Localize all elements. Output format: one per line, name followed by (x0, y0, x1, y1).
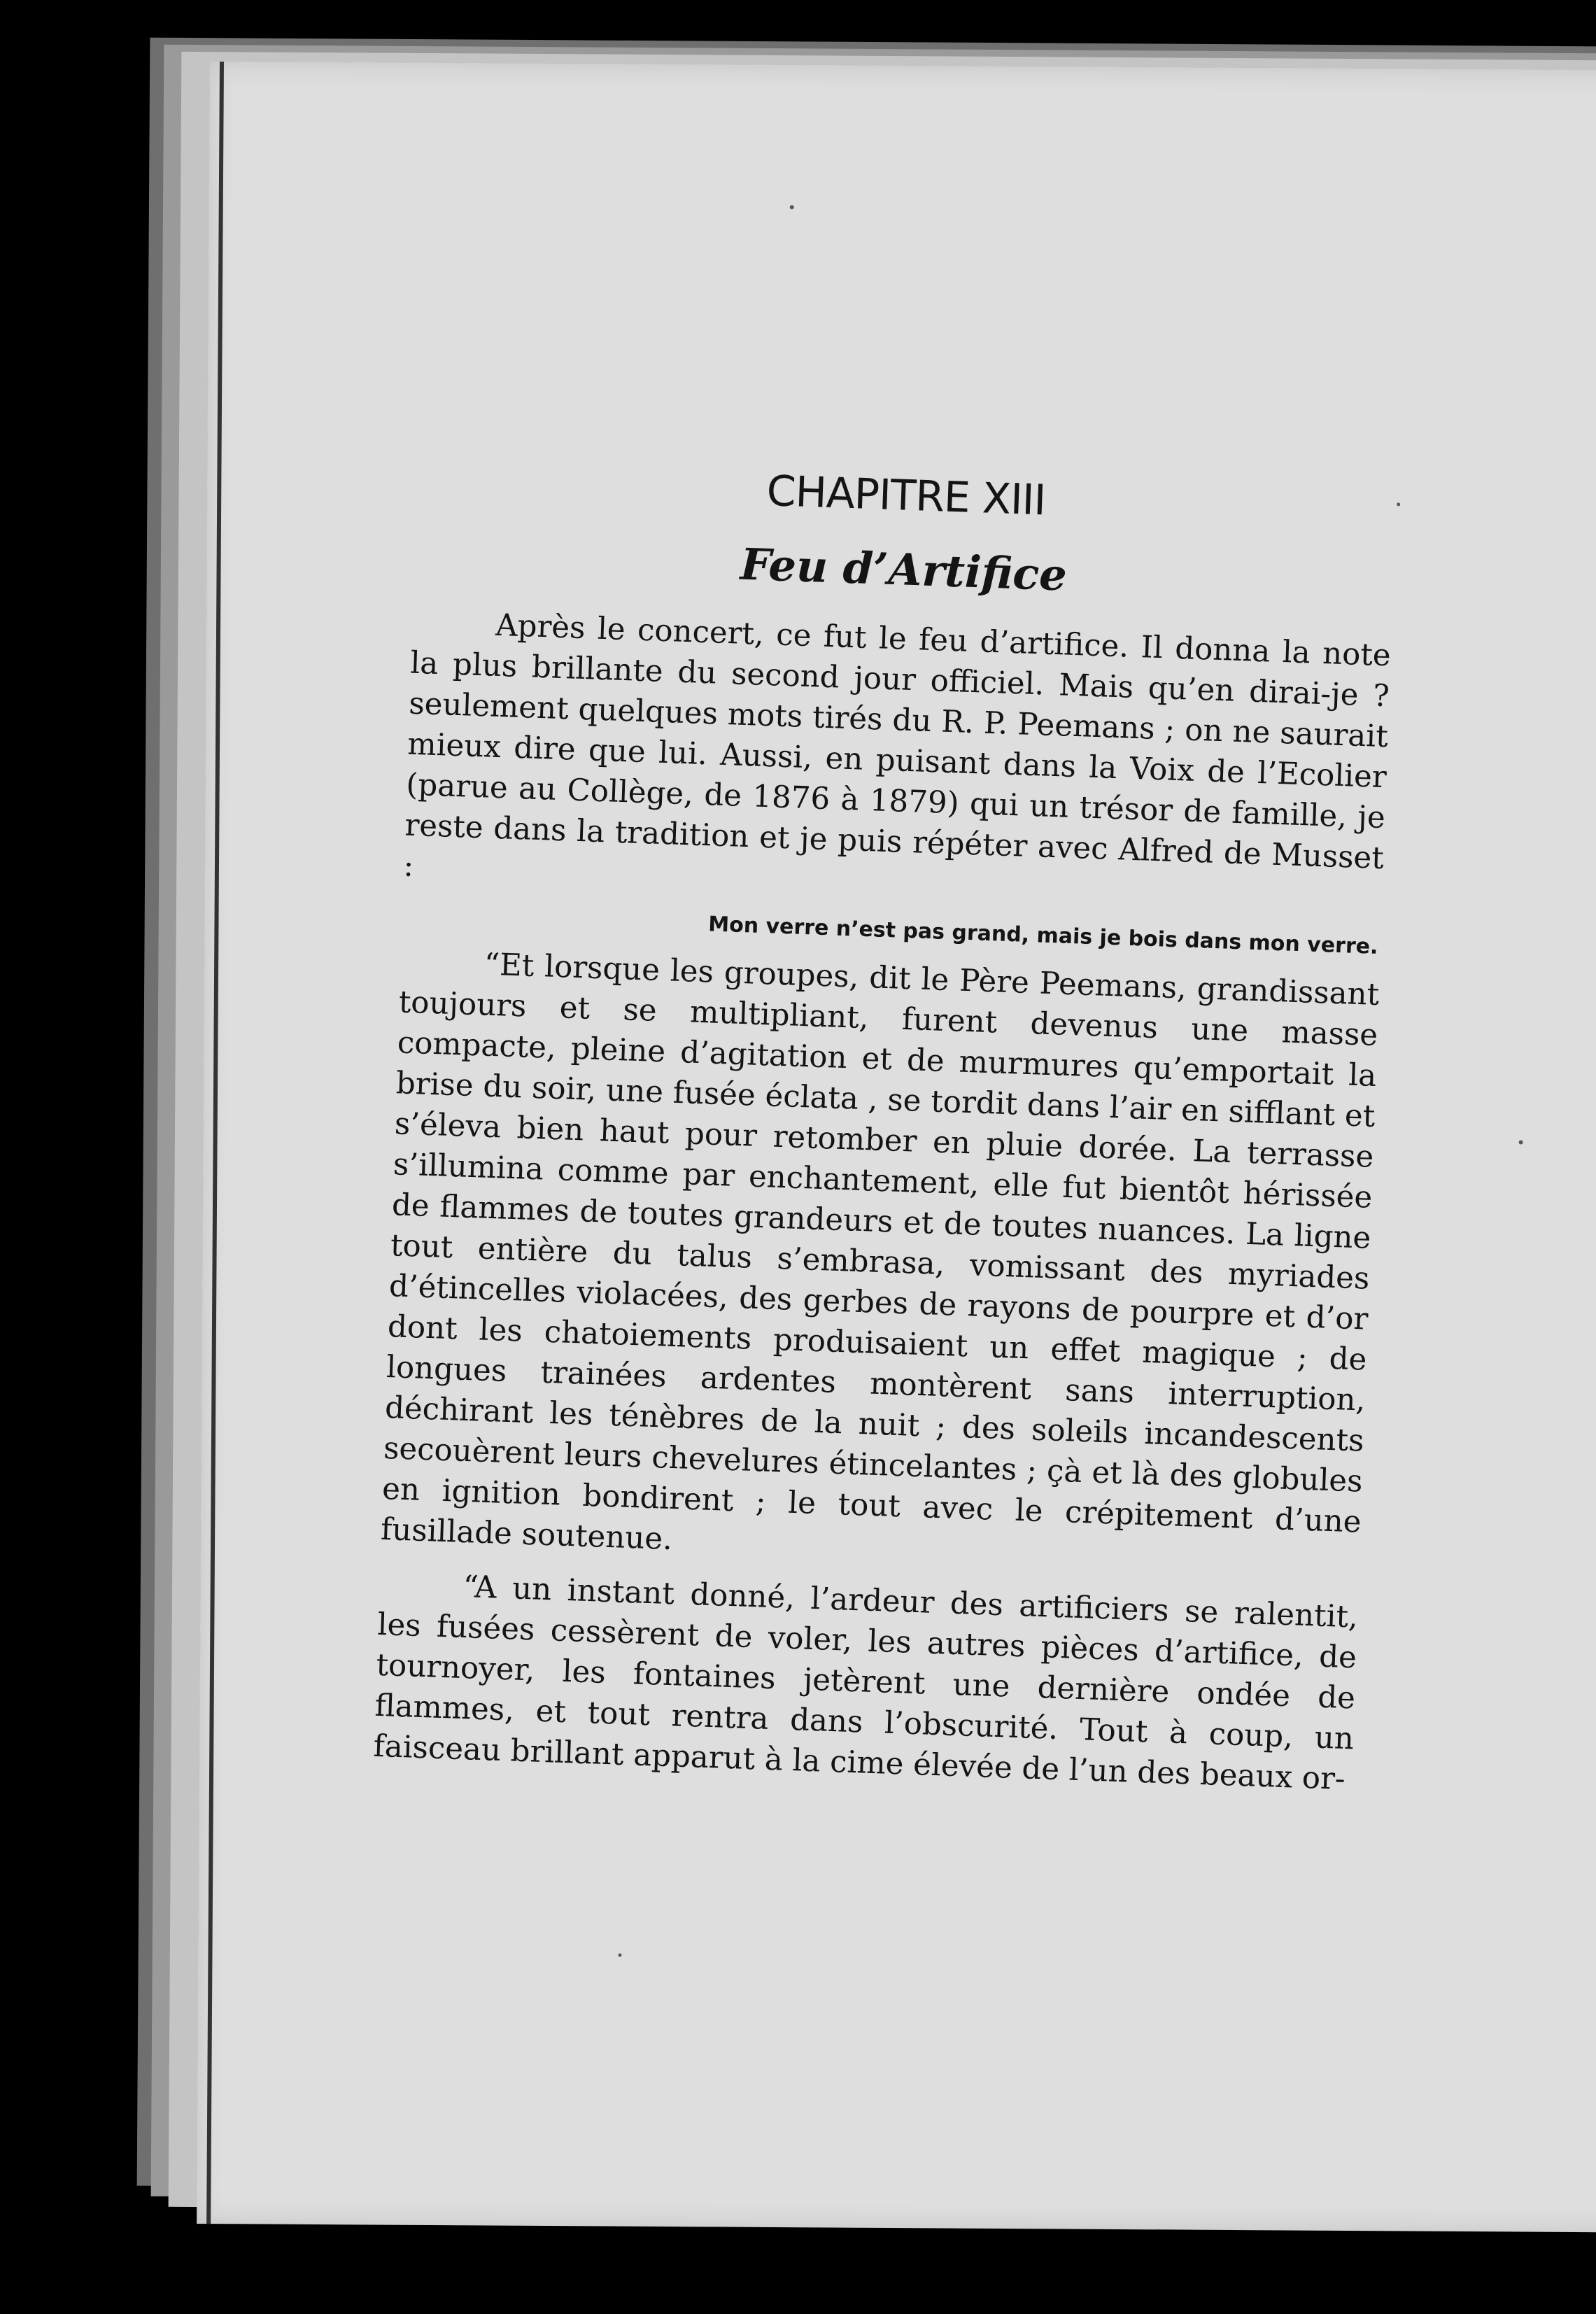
epigraph-quote: Mon verre n’est pas grand, mais je bois dans mon verre. (707, 912, 1379, 959)
text-block (373, 455, 1397, 1800)
chapter-heading: CHAPITRE XIII (765, 466, 1047, 525)
paragraph-1: Après le concert, ce fut le feu d’artifice. Il donna la note la plus brillante du second jour officiel. Mais qu’en dirai-je ? seulement quelques mots tirés du R. P. Peemans ; on ne saurait mieux dire que lui. Aussi, en puisant dans la Voix de l’Ecolier (parue au Collège, de 1876 à 1879) qui un trésor de famille, je reste dans la tradition et je puis répéter avec Alfred de Musset : (402, 607, 1392, 884)
scan-speck (790, 205, 794, 209)
book-page (197, 62, 1596, 2233)
chapter-title: Feu d’Artifice (739, 538, 1068, 601)
paragraph-3: “A un instant donné, l’ardeur des artificiers se ralentit, les fusées cessèrent de voler, les autres pièces d’artifice, de tournoyer, les fontaines jetèrent une dernière ondée de flammes, et tout rentra dans l’obscurité. Tout à coup, un faisceau brillant apparut à la cime élevée de l’un des beaux or- (372, 1569, 1359, 1798)
paragraph-2: “Et lorsque les groupes, dit le Père Peemans, grandissant toujours et se multipliant, furent devenus une masse compacte, pleine d’agitation et de murmures qu’emportait la brise du soir, une fusée éclata , se tordit dans l’air en sifflant et s’éleva bien haut pour retomber en pluie dorée. La terrasse s’illumina comme par enchantement, elle fut bientôt hérissée de flammes de toutes grandeurs et de toutes nuances. La ligne tout entière du talus s’embrasa, vomissant des myriades d’étincelles violacées, des gerbes de rayons de pourpre et d’or dont les chatoiements produisaient un effet magique ; de longues trainées ardentes montèrent sans interruption, déchirant les ténèbres de la nuit ; des soleils incandescents secouèrent leurs chevelures étincelantes ; çà et là des globules en ignition bondirent ; le tout avec le crépitement d’une fusillade soutenue. (380, 947, 1380, 1558)
page-border-line (206, 62, 224, 2224)
scan-speck (1519, 1140, 1523, 1144)
scan-speck (1397, 502, 1400, 506)
scan-speck (618, 1954, 621, 1957)
